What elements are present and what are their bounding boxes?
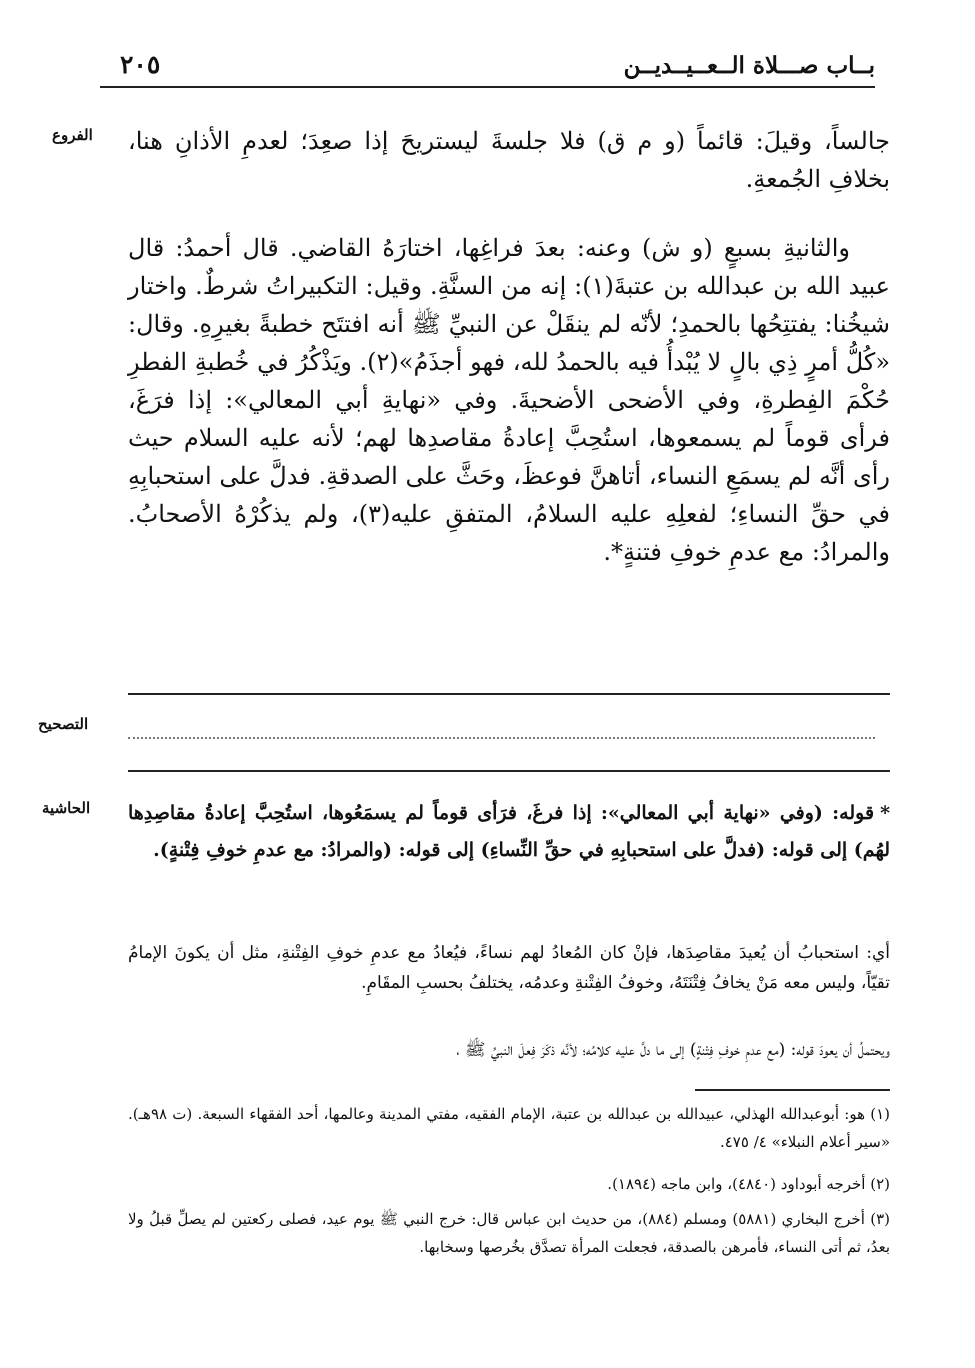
footnote-3: (٣) أخرج البخاري (٥٨٨١) ومسلم (٨٨٤)، من حديث ابن عباس قال: خرج النبي ﷺ يوم عيد، فصلى ركعتين لم يصلِّ قبلُ ولا بعدُ، ثم أتى النساء، فأمرهن بالصدقة، فجعلت المرأة تصدَّق بخُرصها وسخابها. xyxy=(128,1210,890,1256)
page-number: ٢٠٥ xyxy=(120,50,161,79)
main-section xyxy=(128,229,890,571)
hashiya-paragraph-2: ويحتملُ أن يعودَ قوله: (مع عدمِ خوفِ فِتْنةٍ) إلى ما دلَّ عليه كلامُه؛ لأنَّه ذكَرَ فِعلَ النبيِّ ﷺ ، xyxy=(456,1040,890,1060)
header-rule xyxy=(100,86,875,88)
section-rule-top xyxy=(128,693,890,695)
running-header-title: بــاب صـــلاة الــعــيــديــن xyxy=(623,52,875,79)
hashiya-paragraph-1: أي: استحبابُ أن يُعيدَ مقاصِدَها، فإنْ كان المُعادُ لهم نساءً، فيُعادُ مع عدمِ خوفِ الفِتْنةِ، مثل أن يكونَ الإمامُ تقيّاً، وليس معه مَنْ يخافُ فِتْنَتَهُ، وخوفُ الفِتْنةِ وعدمُه، يختلفُ بحسبِ المقَامِ. xyxy=(128,943,890,993)
footnote-rule xyxy=(695,1089,890,1091)
footnote-2: (٢) أخرجه أبوداود (٤٨٤٠)، وابن ماجه (١٨٩٤). xyxy=(607,1175,890,1193)
footnote-1: (١) هو: أبوعبدالله الهذلي، عبيدالله بن عبدالله بن عتبة، الإمام الفقيه، مفتي المدينة وعالمها، أحد الفقهاء السبعة. (ت ٩٨هـ). «سير أعلام النبلاء» ٤/ ٤٧٥. xyxy=(128,1105,890,1151)
asterisk-marker: * xyxy=(880,802,890,824)
hashiya-quote-text: قوله: (وفي «نهاية أبي المعالي»: إذا فرغَ، فرَأى قوماً لم يسمَعُوها، استُحِبَّ إعادةُ مقاصِدِها لهُم) إلى قوله: (فدلَّ على استحبابِهِ في حقِّ النِّساءِ) إلى قوله: (والمرادُ: مع عدمِ خوفِ فِتْنةٍ). xyxy=(128,802,890,861)
margin-label-tashih: التصحيح xyxy=(38,715,89,733)
section-rule-bottom xyxy=(128,770,890,772)
main-paragraph-2: والثانيةِ بسبعٍ (و ش) وعنه: بعدَ فراغِها، اختارَهُ القاضي. قال أحمدُ: قال عبيد الله بن عبدالله بن عتبةَ(١): إنه من السنَّةِ. وقيل: التكبيراتُ شرطٌ. واختار شيخُنا: يفتتِحُها بالحمدِ؛ لأنّه لم ينقَلْ عن النبيِّ ﷺ أنه افتتَح خطبةً بغيرِهِ. وقال: «كُلُّ أمرٍ ذِي بالٍ لا يُبْدأُ فيه بالحمدُ لله، فهو أجذَمُ»(٢). ويَذْكُرُ في خُطبةِ الفطرِ حُكْمَ الفِطرةِ، وفي الأضحى الأضحيةَ. وفي «نهايةِ أبي المعالي»: إذا فرَغَ، فرأى قوماً لم يسمعوها، استُحِبَّ إعادةُ مقاصدِها لهم؛ لأنه عليه السلام حيث رأى أنَّه لم يسمَعِ النساء، أتاهنَّ فوعظَ، وحَثَّ على الصدقةِ. فدلَّ على استحبابِهِ في حقِّ النساءِ؛ لفعلِهِ عليه السلامُ، المتفقِ عليه(٣)، ولم يذكُرْهُ الأصحابُ. والمرادُ: مع عدمِ خوفِ فتنةٍ*. xyxy=(128,234,891,566)
margin-label-hashiya: الحاشية xyxy=(42,799,91,817)
margin-label-furu: الفروع xyxy=(52,126,93,144)
tashih-dotted-line xyxy=(128,737,875,739)
main-paragraph-1: جالساً، وقيلَ: قائماً (و م ق) فلا جلسةَ ليستريحَ إذا صعِدَ؛ لعدمِ الأذانِ هنا، بخلافِ الجُمعةِ. xyxy=(128,127,890,193)
hashiya-quote xyxy=(128,795,890,869)
